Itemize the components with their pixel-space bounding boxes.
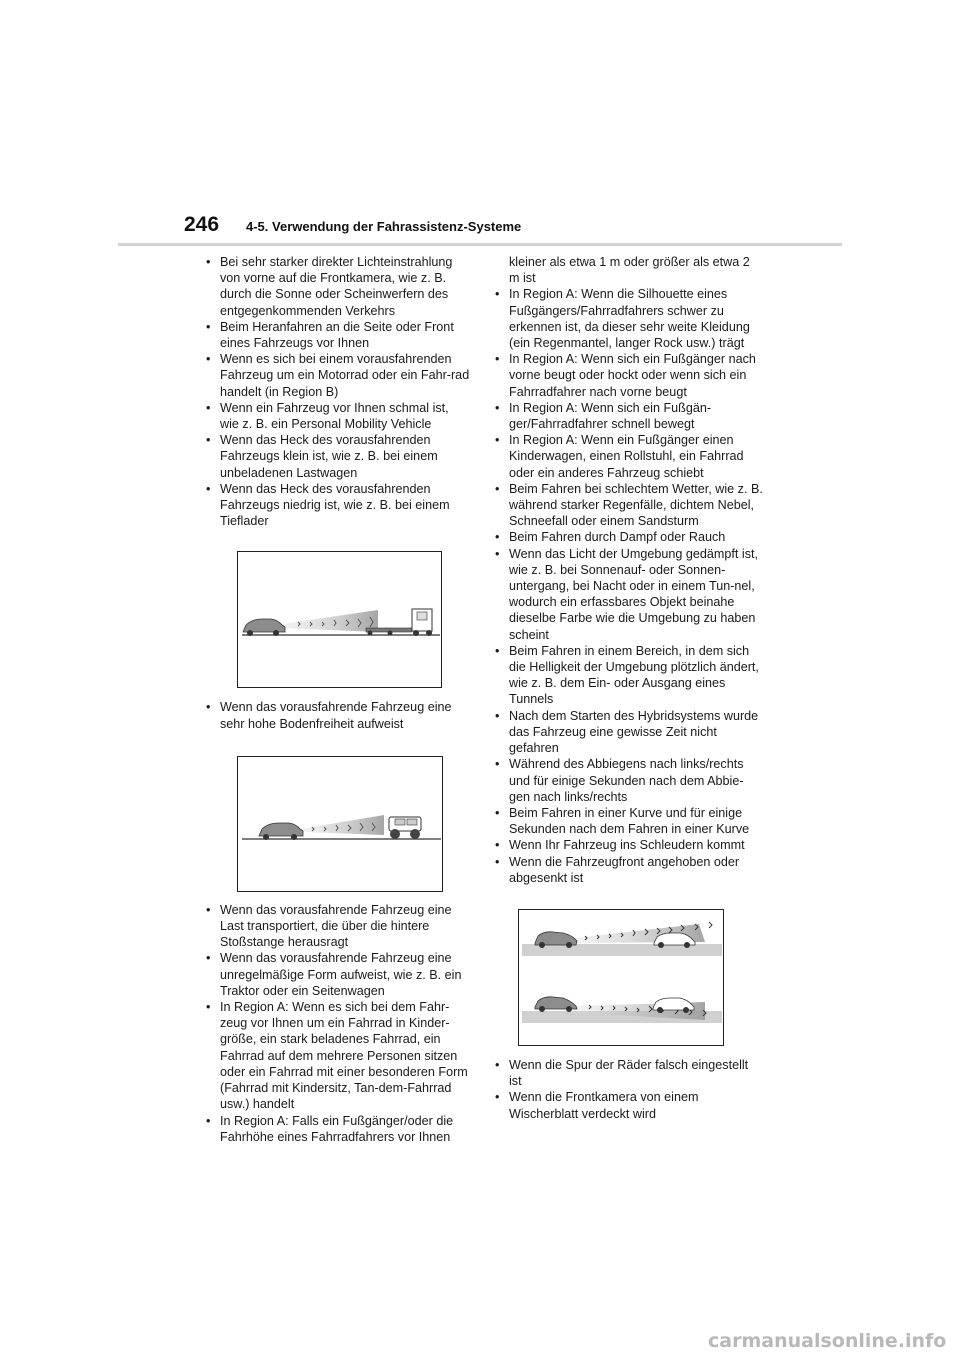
list-item: • Wenn das vorausfahrende Fahrzeug eine unregelmäßige Form aufweist, wie z. B. ein Traktor oder ein Seitenwagen [204, 950, 470, 999]
footer-watermark: carmanualsonline.info [708, 1330, 947, 1352]
figure-raised-lowered-front [518, 909, 724, 1046]
list-item: • Wenn ein Fahrzeug vor Ihnen schmal ist, wie z. B. ein Personal Mobility Vehicle [204, 400, 470, 432]
section-title: 4-5. Verwendung der Fahrassistenz-Systeme [246, 219, 522, 234]
list-item: • Wenn Ihr Fahrzeug ins Schleudern kommt [493, 837, 763, 853]
list-item: • In Region A: Wenn sich ein Fußgän-ger/Fahrradfahrer schnell bewegt [493, 400, 763, 432]
list-item: • Wenn es sich bei einem vorausfahrenden Fahrzeug um ein Motorrad oder ein Fahr-rad handelt (in Region B) [204, 351, 470, 400]
figure-low-trailer [237, 551, 442, 688]
list-item: • Wenn das Licht der Umgebung gedämpft ist, wie z. B. bei Sonnenauf- oder Sonnen-untergang, bei Nacht oder in einem Tun-nel, wodurch ein erfassbares Objekt beinahe dieselbe Farbe wie die Umgebung zu haben scheint [493, 546, 763, 643]
header-rule [118, 243, 842, 246]
illustration-high-clearance [238, 757, 444, 893]
right-list-1 [493, 254, 763, 886]
left-list-1 [204, 254, 470, 529]
list-item: • Nach dem Starten des Hybridsystems wurde das Fahrzeug eine gewisse Zeit nicht gefahren [493, 708, 763, 757]
list-item-continuation: kleiner als etwa 1 m oder größer als etwa 2 m ist [509, 255, 750, 286]
list-item: • Beim Fahren bei schlechtem Wetter, wie z. B. während starker Regenfälle, dichtem Nebel, Schneefall oder einem Sandsturm [493, 481, 763, 530]
illustration-raised-lowered-front [519, 910, 725, 1047]
list-item: • In Region A: Falls ein Fußgänger/oder die Fahrhöhe eines Fahrradfahrers vor Ihnen [204, 1113, 470, 1145]
list-item: • Wenn die Spur der Räder falsch eingestellt ist [493, 1057, 763, 1089]
list-item: • Beim Fahren durch Dampf oder Rauch [493, 529, 763, 545]
list-item: • In Region A: Wenn die Silhouette eines Fußgängers/Fahrradfahrers schwer zu erkennen ist, da dieser sehr weite Kleidung (ein Regenmantel, langer Rock usw.) trägt [493, 286, 763, 351]
list-item: • Beim Heranfahren an die Seite oder Front eines Fahrzeugs vor Ihnen [204, 319, 470, 351]
list-item: • Beim Fahren in einem Bereich, in dem sich die Helligkeit der Umgebung plötzlich ändert, wie z. B. dem Ein- oder Ausgang eines Tunnels [493, 643, 763, 708]
right-column [493, 254, 763, 1122]
list-item: • Wenn das vorausfahrende Fahrzeug eine sehr hohe Bodenfreiheit aufweist [204, 699, 470, 731]
left-list-3 [204, 902, 470, 1145]
right-list-2 [493, 1057, 763, 1122]
list-item: • Beim Fahren in einer Kurve und für einige Sekunden nach dem Fahren in einer Kurve [493, 805, 763, 837]
page-number: 246 [184, 213, 220, 236]
list-item: • Wenn das vorausfahrende Fahrzeug eine Last transportiert, die über die hintere Stoßstange herausragt [204, 902, 470, 951]
list-item: • Wenn das Heck des vorausfahrenden Fahrzeugs klein ist, wie z. B. bei einem unbeladenen Lastwagen [204, 432, 470, 481]
list-item: • In Region A: Wenn sich ein Fußgänger nach vorne beugt oder hockt oder wenn sich ein Fahrradfahrer nach vorne beugt [493, 351, 763, 400]
figure-high-clearance [237, 756, 443, 892]
list-item: • In Region A: Wenn es sich bei dem Fahr-zeug vor Ihnen um ein Fahrrad in Kinder-größe, ein stark beladenes Fahrrad, ein Fahrrad auf dem mehrere Personen sitzen oder ein Fahrrad mit einer besonderen Form (Fahrrad mit Kindersitz, Tan-dem-Fahrrad usw.) handelt [204, 999, 470, 1112]
left-column [204, 254, 470, 1145]
left-list-2 [204, 699, 470, 731]
list-item: • Wenn die Frontkamera von einem Wischerblatt verdeckt wird [493, 1089, 763, 1121]
list-item: • In Region A: Wenn ein Fußgänger einen Kinderwagen, einen Rollstuhl, ein Fahrrad oder ein anderes Fahrzeug schiebt [493, 432, 763, 481]
list-item: • Wenn die Fahrzeugfront angehoben oder abgesenkt ist [493, 854, 763, 886]
list-item: • Wenn das Heck des vorausfahrenden Fahrzeugs niedrig ist, wie z. B. bei einem Tieflader [204, 481, 470, 530]
list-item: • Während des Abbiegens nach links/rechts und für einige Sekunden nach dem Abbie-gen nach links/rechts [493, 756, 763, 805]
illustration-low-trailer [238, 552, 443, 689]
list-item: • Bei sehr starker direkter Lichteinstrahlung von vorne auf die Frontkamera, wie z. B. durch die Sonne oder Scheinwerfern des entgegenkommenden Verkehrs [204, 254, 470, 319]
